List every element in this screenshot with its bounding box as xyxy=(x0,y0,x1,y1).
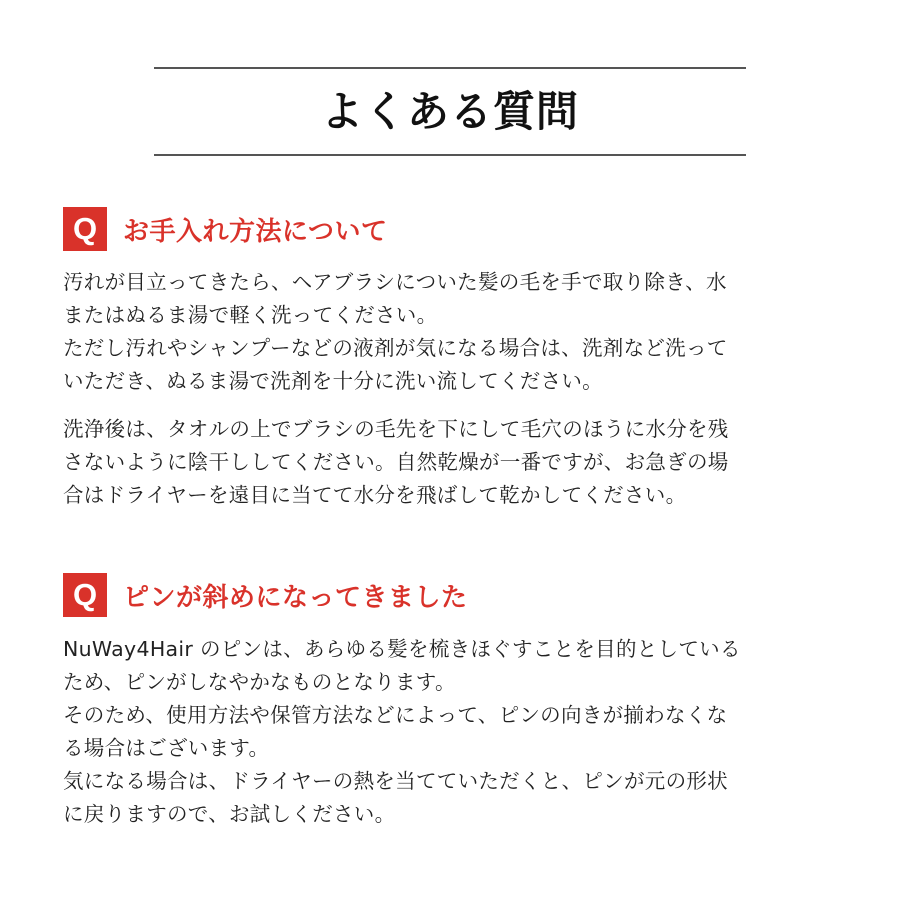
faq-answer-paragraph xyxy=(63,266,823,398)
faq-item-pins xyxy=(63,571,823,831)
answer-line: 気になる場合は、ドライヤーの熱を当てていただくと、ピンが元の形状 xyxy=(63,769,728,793)
question-badge-icon: Q xyxy=(63,207,107,251)
answer-line: そのため、使用方法や保管方法などによって、ピンの向きが揃わなくな xyxy=(63,703,728,727)
faq-question-row xyxy=(63,205,823,253)
answer-line: ため、ピンがしなやかなものとなります。 xyxy=(63,670,456,694)
answer-line: る場合はございます。 xyxy=(63,736,270,760)
faq-question-row xyxy=(63,571,823,619)
answer-line: に戻りますので、お試しください。 xyxy=(63,802,396,826)
answer-line: 合はドライヤーを遠目に当てて水分を飛ばして乾かしてください。 xyxy=(63,483,687,507)
faq-answer-paragraph xyxy=(63,413,823,512)
faq-answer-paragraph xyxy=(63,633,823,831)
answer-line: 洗浄後は、タオルの上でブラシの毛先を下にして毛穴のほうに水分を残 xyxy=(63,417,729,441)
title-rule-bottom xyxy=(154,154,746,156)
answer-line: またはぬるま湯で軽く洗ってください。 xyxy=(63,303,438,327)
page-title: よくある質問 xyxy=(320,87,579,136)
answer-line: 汚れが目立ってきたら、ヘアブラシについた髪の毛を手で取り除き、水 xyxy=(63,270,727,294)
faq-item-care xyxy=(63,205,823,512)
title-rule-top xyxy=(154,67,746,69)
faq-question-title: お手入れ方法について xyxy=(123,216,388,247)
faq-question-title: ピンが斜めになってきました xyxy=(123,582,468,613)
answer-line: いただき、ぬるま湯で洗剤を十分に洗い流してください。 xyxy=(63,369,603,393)
question-badge-icon: Q xyxy=(63,573,107,617)
answer-line: ただし汚れやシャンプーなどの液剤が気になる場合は、洗剤など洗って xyxy=(63,336,728,360)
answer-line: NuWay4Hair のピンは、あらゆる髪を梳きほぐすことを目的としている xyxy=(63,637,741,661)
answer-line: さないように陰干ししてください。自然乾燥が一番ですが、お急ぎの場 xyxy=(63,450,729,474)
